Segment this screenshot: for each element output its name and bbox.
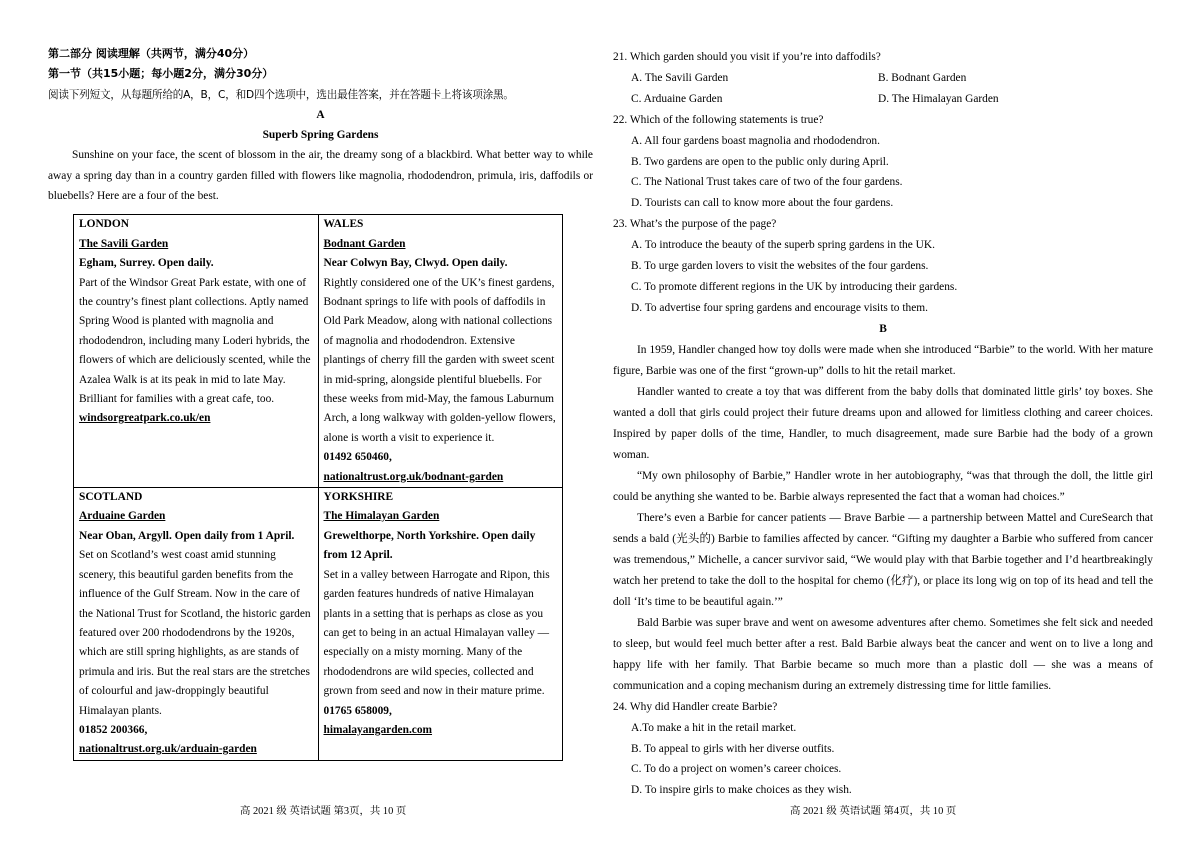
question-stem: 21. Which garden should you visit if you’re into daffodils?: [613, 51, 881, 63]
garden-location: Near Oban, Argyll. Open daily from 1 April.: [79, 529, 295, 542]
garden-cell-scotland: [74, 488, 319, 761]
subsection-heading: 第一节（共15小题；每小题2分，满分30分）: [48, 67, 274, 81]
question-24: [613, 697, 1153, 802]
option-c[interactable]: C. Arduaine Garden: [631, 92, 723, 105]
garden-website[interactable]: nationaltrust.org.uk/arduain-garden: [79, 743, 257, 756]
garden-phone: 01765 658009,: [323, 704, 392, 717]
option-b[interactable]: B. Two gardens are open to the public only during April.: [631, 155, 889, 168]
garden-region: YORKSHIRE: [323, 491, 394, 504]
garden-phone: 01852 200366,: [79, 723, 148, 736]
garden-cell-yorkshire: [318, 488, 563, 761]
question-stem: 24. Why did Handler create Barbie?: [613, 700, 778, 713]
garden-region: WALES: [323, 218, 364, 231]
question-23: [613, 214, 1153, 319]
instructions: 阅读下列短文，从每题所给的A，B，C，和D四个选项中，选出最佳答案，并在答题卡上将该项涂黑。: [48, 88, 514, 101]
passage-title: Superb Spring Gardens: [262, 129, 379, 142]
passage-letter: A: [316, 108, 325, 121]
garden-website[interactable]: windsorgreatpark.co.uk/en: [79, 412, 211, 425]
garden-description: Rightly considered one of the UK’s finest gardens, Bodnant springs to life with pools of daffodils in Old Park Meadow, along with national collections of magnolia and rhododendron. Extensive plantings of cherry fill the garden with sweet scent in mid-spring, alongside plentiful bluebells. For these weeks from mid-May, the famous Laburnum Arch, a long walkway with golden-yellow flowers, alone is worth a visit to experience it.: [323, 276, 556, 444]
garden-name: The Himalayan Garden: [323, 510, 440, 523]
option-b[interactable]: B. To appeal to girls with her diverse outfits.: [631, 742, 835, 755]
left-page-footer: 高 2021 级 英语试题 第3页，共 10 页: [240, 806, 407, 817]
question-stem: 23. What’s the purpose of the page?: [613, 218, 777, 231]
passage-paragraph: “My own philosophy of Barbie,” Handler wrote in her autobiography, “was that through the doll, the little girl could be anything she wanted to be. Barbie always represented the fact that a woman had choices.”: [613, 469, 1153, 503]
garden-location: Near Colwyn Bay, Clwyd. Open daily.: [323, 257, 508, 270]
right-page-footer: 高 2021 级 英语试题 第4页，共 10 页: [790, 806, 957, 817]
option-c[interactable]: C. To do a project on women’s career choices.: [631, 763, 842, 776]
question-22: [613, 110, 1153, 215]
option-c[interactable]: C. The National Trust takes care of two of the four gardens.: [631, 176, 903, 189]
garden-phone: 01492 650460,: [323, 451, 392, 464]
garden-location: Grewelthorpe, North Yorkshire. Open daily from 12 April.: [323, 529, 536, 562]
garden-description: Set on Scotland’s west coast amid stunning scenery, this beautiful garden benefits from the influence of the Gulf Stream. Now in the care of the National Trust for Scotland, the historic garden featured over 200 rhododendrons by the 1920s, which are still spring highlights, as are stands of primula and iris. But the real stars are the stretches of colourful and jaw-droppingly beautiful Himalayan plants.: [79, 549, 311, 717]
option-b[interactable]: B. Bodnant Garden: [878, 71, 967, 84]
garden-location: Egham, Surrey. Open daily.: [79, 257, 214, 270]
passage-paragraph: Bald Barbie was super brave and went on awesome adventures after chemo. Sometimes she felt sick and needed to sleep, but would feel much better after a rest. Bald Barbie always beat the cancer and went on to live a long and happy life with her family. That Barbie became so much more than a plastic doll — she was a means of communication and a coping mechanism during an extremely distressing time for little families.: [613, 616, 1153, 692]
intro-paragraph: Sunshine on your face, the scent of blossom in the air, the dreamy song of a blackbird. What better way to while away a spring day than in a country garden filled with flowers like magnolia, rhododendron, primula, iris, daffodils or bluebells? Here are a four of the best.: [48, 149, 593, 203]
option-c[interactable]: C. To promote different regions in the UK by introducing their gardens.: [631, 280, 958, 293]
garden-description: Set in a valley between Harrogate and Ripon, this garden features hundreds of native Himalayan plants in a setting that is perhaps as close as you can get to being in an actual Himalayan valley — especially on a misty morning. Many of the rhododendrons are wild species, collected and grown from seed and now in their mature prime.: [323, 568, 550, 698]
section-heading: 第二部分 阅读理解（共两节，满分40分）: [48, 47, 255, 60]
question-stem: 22. Which of the following statements is true?: [613, 113, 824, 126]
garden-website[interactable]: nationaltrust.org.uk/bodnant-garden: [323, 470, 504, 483]
garden-cell-wales: [318, 215, 563, 488]
passage-letter: B: [879, 322, 887, 335]
option-a[interactable]: A. The Savili Garden: [631, 71, 729, 84]
option-d[interactable]: D. Tourists can call to know more about the four gardens.: [631, 197, 894, 210]
passage-paragraph: There’s even a Barbie for cancer patients — Brave Barbie — a partnership between Mattel and CureSearch that sends a bald (光头的) Barbie to families affected by cancer. “Gifting my daughter a Barbie who suffered from cancer was tremendous,” Michelle, a cancer survivor said, “We would play with that Barbie together and I’d heartbreakingly watch her pretend to take the doll to the hospital for chemo (化疗), or place its long wig on top of its head and tell the doll ‘It’s time to be beautiful again.’”: [613, 511, 1153, 608]
garden-cell-london: [74, 215, 319, 488]
passage-paragraph: In 1959, Handler changed how toy dolls were made when she introduced “Barbie” to the world. With her mature figure, Barbie was one of the first “grown-up” dolls to hit the retail market.: [613, 343, 1153, 377]
gardens-table: [73, 214, 563, 760]
option-a[interactable]: A.To make a hit in the retail market.: [631, 721, 797, 734]
garden-description: Part of the Windsor Great Park estate, with one of the country’s finest plant collections. Aptly named Spring Wood is planted with magnolia and rhododendron, including many Loderi hybrids, the flowers of which are deliciously scented, while the Azalea Walk is at its peak in mid to late May. Brilliant for families with a great cafe, too.: [79, 276, 311, 406]
garden-name: Arduaine Garden: [79, 510, 166, 523]
option-b[interactable]: B. To urge garden lovers to visit the websites of the four gardens.: [631, 260, 929, 273]
garden-name: The Savili Garden: [79, 237, 169, 250]
left-page: [48, 44, 593, 761]
passage-paragraph: Handler wanted to create a toy that was different from the baby dolls that dominated little girls’ toy boxes. She wanted a doll that girls could project their future dreams upon and allowed for limitless clothing and career choices. Inspired by paper dolls of the time, Handler, to much disagreement, made sure Barbie had the body of a grown woman.: [613, 385, 1153, 461]
option-d[interactable]: D. To advertise four spring gardens and encourage visits to them.: [631, 301, 928, 314]
garden-region: SCOTLAND: [79, 491, 143, 504]
garden-name: Bodnant Garden: [323, 237, 406, 250]
option-d[interactable]: D. To inspire girls to make choices as they wish.: [631, 784, 852, 797]
option-d[interactable]: D. The Himalayan Garden: [878, 92, 999, 105]
question-21: [613, 47, 1153, 110]
option-a[interactable]: A. All four gardens boast magnolia and rhododendron.: [631, 134, 880, 147]
garden-region: LONDON: [79, 218, 129, 231]
garden-website[interactable]: himalayangarden.com: [323, 723, 433, 736]
option-a[interactable]: A. To introduce the beauty of the superb spring gardens in the UK.: [631, 239, 935, 252]
right-page: [613, 47, 1153, 801]
